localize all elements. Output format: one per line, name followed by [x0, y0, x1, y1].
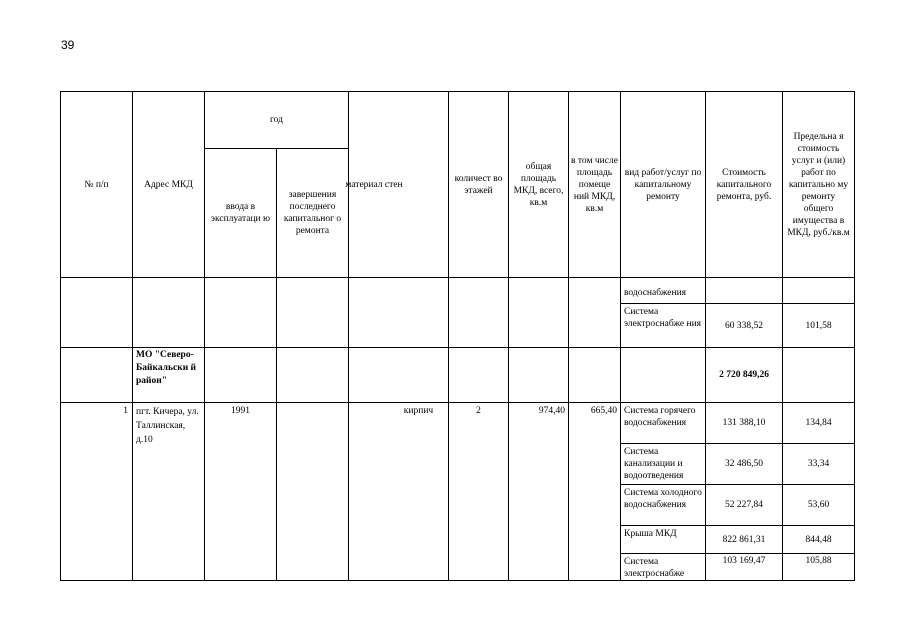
work-hot-water-max: 134,84 — [782, 402, 855, 444]
mo-floors — [448, 347, 509, 403]
building-floors: 2 — [448, 402, 509, 581]
work-roof: Крыша МКД — [620, 525, 706, 554]
header-num: № п/п — [60, 91, 133, 278]
mo-max — [782, 347, 855, 403]
cont-address — [132, 277, 205, 348]
cont-row1-cost — [705, 277, 783, 304]
work-sewage: Система канализации и водоотведения — [620, 443, 706, 485]
work-sewage-cost: 32 486,50 — [705, 443, 783, 485]
page-number: 39 — [61, 38, 75, 52]
header-address: Адрес МКД — [132, 91, 205, 278]
mo-year-repair — [276, 347, 349, 403]
work-roof-cost: 822 861,31 — [705, 525, 783, 554]
mo-num — [60, 347, 133, 403]
work-hot-water: Система горячего водоснабжения — [620, 402, 706, 444]
mo-name: МО "Северо-Байкальски й район" — [132, 347, 205, 403]
work-roof-max: 844,48 — [782, 525, 855, 554]
work-cold-water-max: 53,60 — [782, 484, 855, 526]
cont-row2-cost: 60 338,52 — [705, 303, 783, 348]
work-hot-water-cost: 131 388,10 — [705, 402, 783, 444]
cont-total-area — [508, 277, 569, 348]
mo-work — [620, 347, 706, 403]
mo-material — [348, 347, 449, 403]
work-cold-water: Система холодного водоснабжения — [620, 484, 706, 526]
cont-row2-work: Система электроснабже ния — [620, 303, 706, 348]
cont-premises-area — [568, 277, 621, 348]
building-total-area: 974,40 — [508, 402, 569, 581]
building-premises-area: 665,40 — [568, 402, 621, 581]
header-max-cost: Предельна я стоимость услуг и (или) работ по капитально му ремонту общего имущества в МКД, руб./кв.м — [782, 91, 855, 278]
header-cost: Стоимость капитального ремонта, руб. — [705, 91, 783, 278]
mo-year — [204, 347, 277, 403]
cont-year-repair — [276, 277, 349, 348]
mo-total-area — [508, 347, 569, 403]
work-cold-water-cost: 52 227,84 — [705, 484, 783, 526]
header-wall-material: материал стен — [345, 180, 403, 190]
building-year: 1991 — [204, 402, 277, 581]
building-year-repair — [276, 402, 349, 581]
cont-year — [204, 277, 277, 348]
cont-material — [348, 277, 449, 348]
building-num: 1 — [60, 402, 133, 581]
header-year: год — [204, 91, 349, 149]
header-year-last-repair: завершения последнего капитальног о ремонта — [276, 148, 349, 278]
header-year-commission: ввода в эксплуатаци ю — [204, 148, 277, 278]
work-sewage-max: 33,34 — [782, 443, 855, 485]
cont-row2-max: 101,58 — [782, 303, 855, 348]
building-material: кирпич — [348, 402, 449, 581]
cont-row1-max — [782, 277, 855, 304]
header-work-type: вид работ/услуг по капитальному ремонту — [620, 91, 706, 278]
work-electric-cost: 103 169,47 — [705, 553, 783, 581]
cont-num — [60, 277, 133, 348]
header-premises-area: в том числе площадь помеще ний МКД, кв.м — [568, 91, 621, 278]
header-floors: количест во этажей — [448, 91, 509, 278]
mo-premises-area — [568, 347, 621, 403]
cont-floors — [448, 277, 509, 348]
work-electric: Система электроснабже — [620, 553, 706, 581]
mo-total: 2 720 849,26 — [705, 347, 783, 403]
work-electric-max: 105,88 — [782, 553, 855, 581]
building-address: пгт. Кичера, ул. Таллинская, д.10 — [132, 402, 205, 581]
header-total-area: общая площадь МКД, всего, кв.м — [508, 91, 569, 278]
cont-row1-work: водоснабжения — [620, 277, 706, 304]
